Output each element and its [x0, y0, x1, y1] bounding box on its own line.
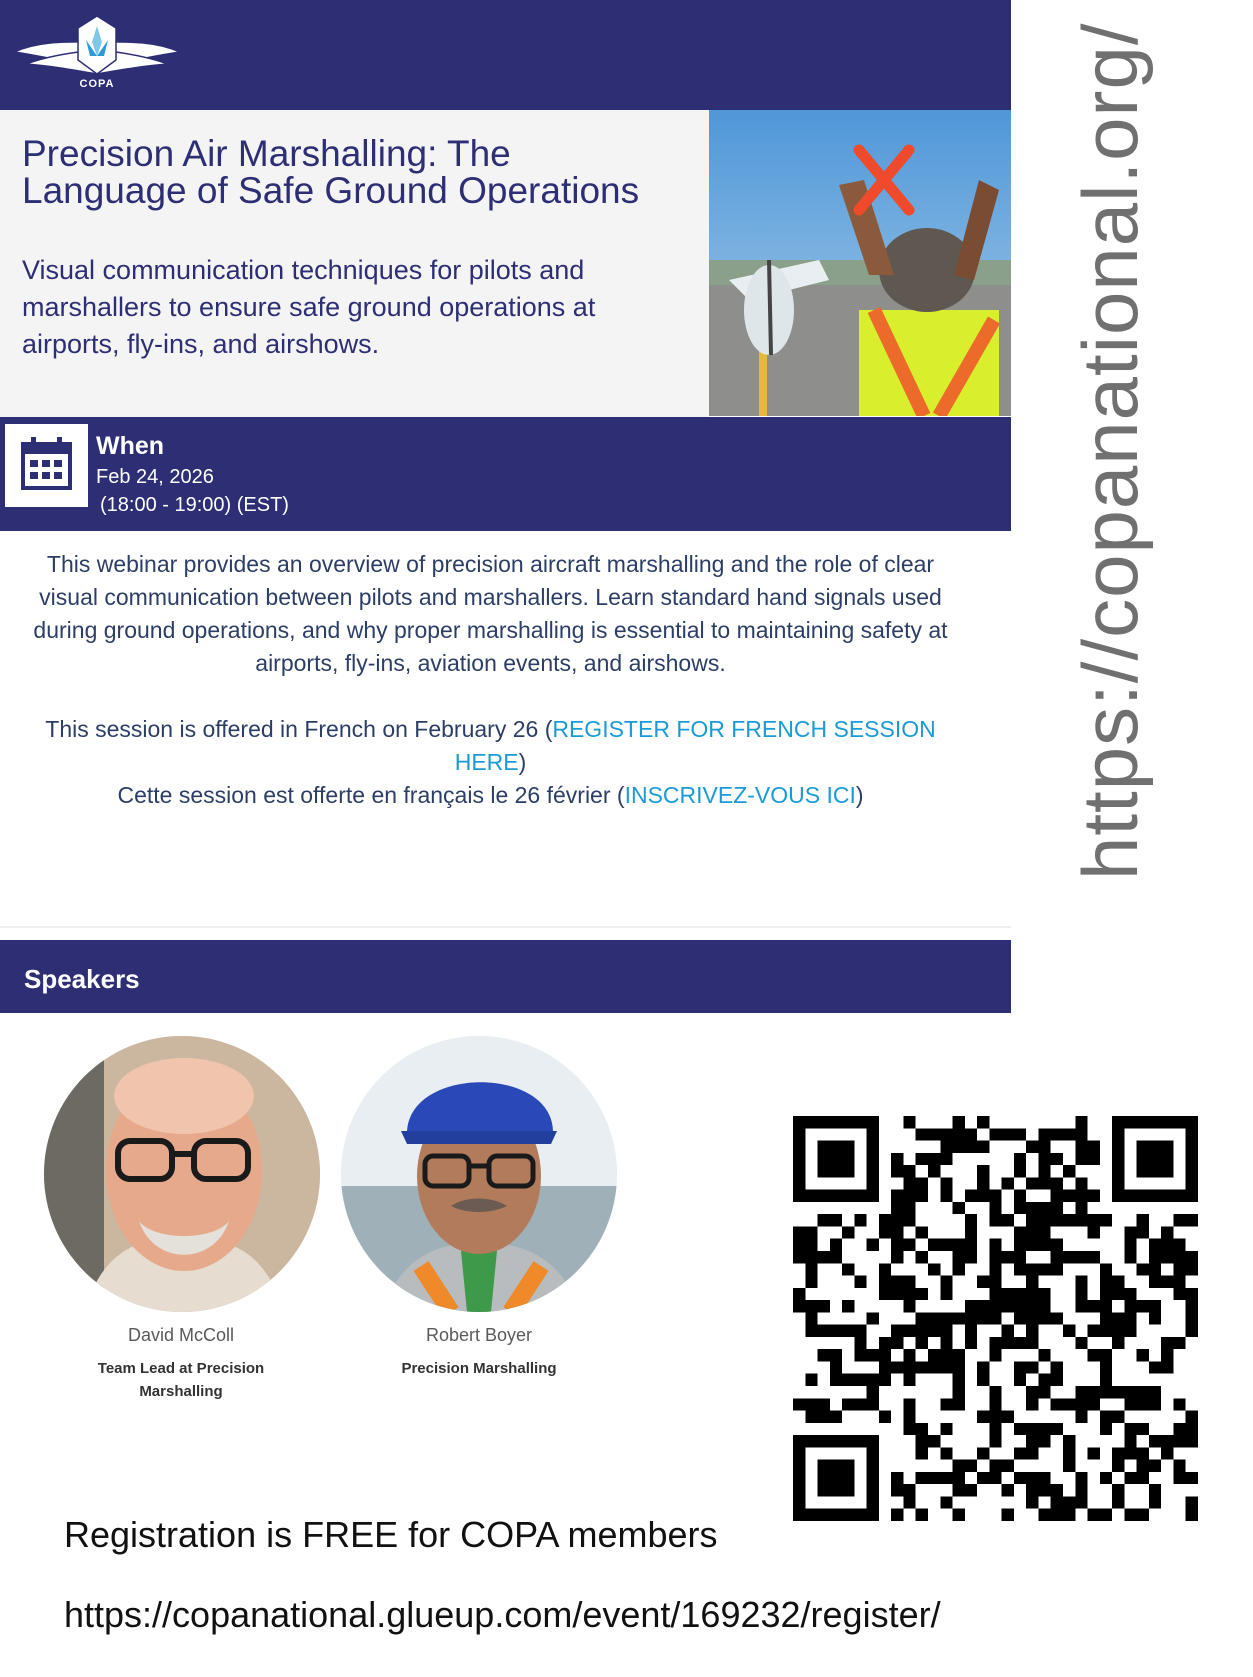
speaker-avatar-robert-boyer[interactable]: [341, 1036, 617, 1312]
qr-code-icon: [793, 1116, 1198, 1521]
event-description: This webinar provides an overview of precision aircraft marshalling and the role of clear visual communication between pilots and marshallers. Learn standard hand signals used during ground operations, and why proper marshalling is essential to maintaining safety at airports, fly-ins, aviation events, and airshows.: [33, 551, 948, 676]
copa-logo[interactable]: [12, 12, 182, 92]
french-session-suffix: ): [518, 749, 527, 775]
when-label: When: [96, 432, 165, 460]
event-title: Precision Air Marshalling: The Language of Safe Ground Operations: [22, 133, 640, 211]
registration-note: Registration is FREE for COPA members: [64, 1514, 718, 1555]
section-divider: [0, 926, 1011, 928]
calendar-icon: [5, 424, 88, 507]
speaker-name: Robert Boyer: [425, 1325, 533, 1345]
event-time: (18:00 - 19:00) (EST): [100, 494, 289, 516]
speaker-photo-2: [341, 1036, 617, 1312]
logo-text: COPA: [79, 78, 115, 90]
speaker-avatar-david-mccoll[interactable]: [44, 1036, 320, 1312]
event-photo: [709, 110, 1011, 416]
speakers-title: Speakers: [24, 964, 140, 994]
french-session-fr-suffix: ): [855, 782, 864, 808]
marshaller-photo-illustration: [709, 110, 1011, 416]
event-date: Feb 24, 2026: [96, 466, 214, 488]
inscrivez-vous-link[interactable]: INSCRIVEZ-VOUS ICI: [624, 782, 856, 808]
registration-qr-code[interactable]: [793, 1116, 1198, 1521]
register-french-session-link[interactable]: REGISTER FOR FRENCH SESSION HERE: [454, 716, 936, 775]
registration-url[interactable]: https://copanational.glueup.com/event/169232/register/: [64, 1594, 941, 1635]
vertical-website-url: https://copanational.org/: [1066, 22, 1154, 880]
speaker-role: Precision Marshalling: [401, 1360, 557, 1377]
french-session-line: [28, 713, 953, 779]
french-session-fr-prefix: Cette session est offerte en français le 26 février (: [117, 782, 625, 808]
speakers-band: [0, 940, 1011, 1013]
speaker-role: Team Lead at Precision Marshalling: [97, 1360, 265, 1400]
event-subtitle: Visual communication techniques for pilots and marshallers to ensure safe ground operations at airports, fly-ins, and airshows.: [22, 255, 596, 359]
speaker-photo-1: [44, 1036, 320, 1312]
french-session-line-fr: [28, 779, 953, 812]
french-session-prefix: This session is offered in French on February 26 (: [45, 716, 553, 742]
calendar-icon-box: [5, 424, 88, 507]
speaker-name: David McColl: [127, 1325, 235, 1345]
